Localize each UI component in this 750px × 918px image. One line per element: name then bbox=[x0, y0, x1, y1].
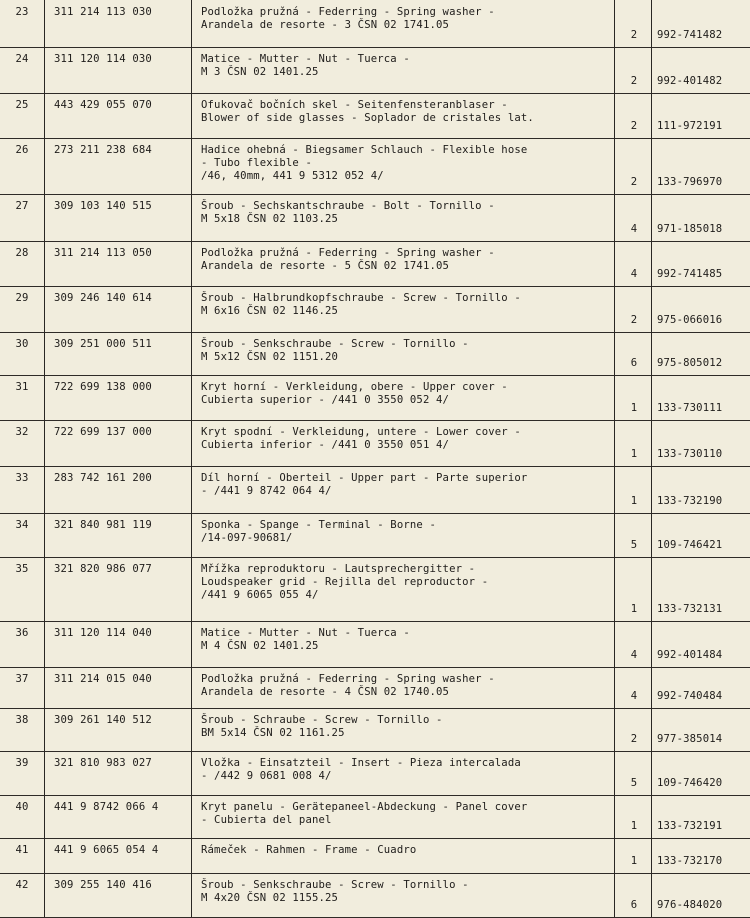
position-number: 31 bbox=[15, 381, 29, 393]
order-number: 133-730110 bbox=[657, 448, 723, 460]
quantity: 2 bbox=[630, 75, 638, 87]
part-description-line: Ofukovač bočních skel - Seitenfensteranblaser - bbox=[201, 99, 508, 111]
order-number: 992-741485 bbox=[657, 268, 723, 280]
quantity: 2 bbox=[630, 29, 638, 41]
position-number: 30 bbox=[15, 338, 29, 350]
quantity: 4 bbox=[630, 223, 638, 235]
table-row bbox=[0, 332, 750, 376]
part-code: 273 211 238 684 bbox=[54, 144, 152, 156]
table-row bbox=[0, 667, 750, 709]
quantity: 6 bbox=[630, 357, 638, 369]
table-row bbox=[0, 621, 750, 668]
table-row bbox=[0, 0, 750, 48]
order-number: 977-385014 bbox=[657, 733, 723, 745]
part-description-line: M 4 ČSN 02 1401.25 bbox=[201, 640, 319, 652]
part-code: 441 9 6065 054 4 bbox=[54, 844, 159, 856]
part-description-line: /14-097-90681/ bbox=[201, 532, 293, 544]
order-number: 111-972191 bbox=[657, 120, 723, 132]
quantity: 1 bbox=[630, 402, 638, 414]
quantity: 2 bbox=[630, 314, 638, 326]
table-row bbox=[0, 241, 750, 287]
part-description-line: Kryt panelu - Gerätepaneel-Abdeckung - Panel cover bbox=[201, 801, 528, 813]
quantity: 1 bbox=[630, 820, 638, 832]
quantity: 2 bbox=[630, 176, 638, 188]
table-row bbox=[0, 513, 750, 558]
order-number: 992-401482 bbox=[657, 75, 723, 87]
part-description-line: M 5x12 ČSN 02 1151.20 bbox=[201, 351, 339, 363]
position-number: 37 bbox=[15, 673, 29, 685]
order-number: 971-185018 bbox=[657, 223, 723, 235]
quantity: 1 bbox=[630, 603, 638, 615]
part-description-line: Podložka pružná - Federring - Spring washer - bbox=[201, 247, 495, 259]
table-row bbox=[0, 375, 750, 421]
position-number: 32 bbox=[15, 426, 29, 438]
part-code: 443 429 055 070 bbox=[54, 99, 152, 111]
quantity: 1 bbox=[630, 448, 638, 460]
part-code: 283 742 161 200 bbox=[54, 472, 152, 484]
part-code: 311 214 113 030 bbox=[54, 6, 152, 18]
part-description-line: M 3 ČSN 02 1401.25 bbox=[201, 66, 319, 78]
position-number: 28 bbox=[15, 247, 29, 259]
part-description-line: Díl horní - Oberteil - Upper part - Parte superior bbox=[201, 472, 528, 484]
quantity: 4 bbox=[630, 690, 638, 702]
position-number: 24 bbox=[15, 53, 29, 65]
part-description-line: BM 5x14 ČSN 02 1161.25 bbox=[201, 727, 345, 739]
part-description-line: /441 9 6065 055 4/ bbox=[201, 589, 319, 601]
part-code: 321 820 986 077 bbox=[54, 563, 152, 575]
part-description-line: Šroub - Halbrundkopfschraube - Screw - Tornillo - bbox=[201, 292, 521, 304]
quantity: 5 bbox=[630, 539, 638, 551]
part-description-line: - Tubo flexible - bbox=[201, 157, 312, 169]
position-number: 23 bbox=[15, 6, 29, 18]
part-description-line: - /441 9 8742 064 4/ bbox=[201, 485, 332, 497]
part-description-line: Šroub - Senkschraube - Screw - Tornillo - bbox=[201, 879, 469, 891]
part-description-line: Hadice ohebná - Biegsamer Schlauch - Flexible hose bbox=[201, 144, 528, 156]
column-divider bbox=[44, 0, 45, 917]
quantity: 5 bbox=[630, 777, 638, 789]
position-number: 29 bbox=[15, 292, 29, 304]
part-description-line: - /442 9 0681 008 4/ bbox=[201, 770, 332, 782]
column-divider bbox=[651, 0, 652, 917]
order-number: 133-732191 bbox=[657, 820, 723, 832]
quantity: 2 bbox=[630, 733, 638, 745]
position-number: 26 bbox=[15, 144, 29, 156]
part-description-line: Podložka pružná - Federring - Spring washer - bbox=[201, 673, 495, 685]
table-row bbox=[0, 138, 750, 195]
part-code: 321 810 983 027 bbox=[54, 757, 152, 769]
order-number: 992-740484 bbox=[657, 690, 723, 702]
part-description-line: Cubierta inferior - /441 0 3550 051 4/ bbox=[201, 439, 450, 451]
quantity: 1 bbox=[630, 495, 638, 507]
part-description-line: Kryt horní - Verkleidung, obere - Upper cover - bbox=[201, 381, 508, 393]
part-description-line: Arandela de resorte - 4 ČSN 02 1740.05 bbox=[201, 686, 450, 698]
part-description-line: Cubierta superior - /441 0 3550 052 4/ bbox=[201, 394, 450, 406]
position-number: 27 bbox=[15, 200, 29, 212]
part-description-line: Matice - Mutter - Nut - Tuerca - bbox=[201, 627, 410, 639]
quantity: 2 bbox=[630, 120, 638, 132]
quantity: 1 bbox=[630, 855, 638, 867]
position-number: 25 bbox=[15, 99, 29, 111]
part-description-line: M 6x16 ČSN 02 1146.25 bbox=[201, 305, 339, 317]
order-number: 975-805012 bbox=[657, 357, 723, 369]
quantity: 4 bbox=[630, 649, 638, 661]
part-code: 311 214 113 050 bbox=[54, 247, 152, 259]
order-number: 992-401484 bbox=[657, 649, 723, 661]
order-number: 976-484020 bbox=[657, 899, 723, 911]
table-row bbox=[0, 557, 750, 622]
part-description-line: Matice - Mutter - Nut - Tuerca - bbox=[201, 53, 410, 65]
quantity: 6 bbox=[630, 899, 638, 911]
position-number: 33 bbox=[15, 472, 29, 484]
position-number: 39 bbox=[15, 757, 29, 769]
part-code: 309 261 140 512 bbox=[54, 714, 152, 726]
table-row bbox=[0, 838, 750, 874]
part-description-line: Mřížka reproduktoru - Lautsprechergitter - bbox=[201, 563, 476, 575]
part-code: 309 103 140 515 bbox=[54, 200, 152, 212]
part-code: 311 214 015 040 bbox=[54, 673, 152, 685]
part-code: 321 840 981 119 bbox=[54, 519, 152, 531]
column-divider bbox=[614, 0, 615, 917]
column-divider bbox=[191, 0, 192, 917]
order-number: 133-796970 bbox=[657, 176, 723, 188]
part-description-line: Vložka - Einsatzteil - Insert - Pieza intercalada bbox=[201, 757, 521, 769]
order-number: 109-746420 bbox=[657, 777, 723, 789]
table-row bbox=[0, 93, 750, 139]
part-description-line: Arandela de resorte - 5 ČSN 02 1741.05 bbox=[201, 260, 450, 272]
quantity: 4 bbox=[630, 268, 638, 280]
part-description-line: Rámeček - Rahmen - Frame - Cuadro bbox=[201, 844, 417, 856]
part-description-line: Šroub - Sechskantschraube - Bolt - Tornillo - bbox=[201, 200, 495, 212]
part-description-line: Šroub - Schraube - Screw - Tornillo - bbox=[201, 714, 443, 726]
order-number: 992-741482 bbox=[657, 29, 723, 41]
order-number: 133-732190 bbox=[657, 495, 723, 507]
table-row bbox=[0, 708, 750, 752]
part-description-line: Sponka - Spange - Terminal - Borne - bbox=[201, 519, 437, 531]
position-number: 35 bbox=[15, 563, 29, 575]
part-code: 441 9 8742 066 4 bbox=[54, 801, 159, 813]
position-number: 41 bbox=[15, 844, 29, 856]
table-row bbox=[0, 194, 750, 242]
part-description-line: /46, 40mm, 441 9 5312 052 4/ bbox=[201, 170, 384, 182]
part-description-line: M 5x18 ČSN 02 1103.25 bbox=[201, 213, 339, 225]
position-number: 42 bbox=[15, 879, 29, 891]
table-row bbox=[0, 466, 750, 514]
part-code: 309 251 000 511 bbox=[54, 338, 152, 350]
order-number: 133-730111 bbox=[657, 402, 723, 414]
position-number: 40 bbox=[15, 801, 29, 813]
part-description-line: Šroub - Senkschraube - Screw - Tornillo - bbox=[201, 338, 469, 350]
part-code: 311 120 114 040 bbox=[54, 627, 152, 639]
part-code: 309 255 140 416 bbox=[54, 879, 152, 891]
part-description-line: Arandela de resorte - 3 ČSN 02 1741.05 bbox=[201, 19, 450, 31]
table-row bbox=[0, 420, 750, 467]
part-description-line: M 4x20 ČSN 02 1155.25 bbox=[201, 892, 339, 904]
part-code: 309 246 140 614 bbox=[54, 292, 152, 304]
order-number: 133-732131 bbox=[657, 603, 723, 615]
order-number: 975-066016 bbox=[657, 314, 723, 326]
part-description-line: - Cubierta del panel bbox=[201, 814, 332, 826]
table-row bbox=[0, 873, 750, 918]
table-row bbox=[0, 286, 750, 333]
part-description-line: Blower of side glasses - Soplador de cristales lat. bbox=[201, 112, 534, 124]
position-number: 36 bbox=[15, 627, 29, 639]
part-description-line: Podložka pružná - Federring - Spring washer - bbox=[201, 6, 495, 18]
part-description-line: Loudspeaker grid - Rejilla del reproductor - bbox=[201, 576, 489, 588]
position-number: 34 bbox=[15, 519, 29, 531]
table-row bbox=[0, 47, 750, 94]
position-number: 38 bbox=[15, 714, 29, 726]
order-number: 133-732170 bbox=[657, 855, 723, 867]
table-row bbox=[0, 795, 750, 839]
order-number: 109-746421 bbox=[657, 539, 723, 551]
table-row bbox=[0, 751, 750, 796]
part-code: 722 699 138 000 bbox=[54, 381, 152, 393]
part-code: 311 120 114 030 bbox=[54, 53, 152, 65]
part-description-line: Kryt spodní - Verkleidung, untere - Lower cover - bbox=[201, 426, 521, 438]
part-code: 722 699 137 000 bbox=[54, 426, 152, 438]
